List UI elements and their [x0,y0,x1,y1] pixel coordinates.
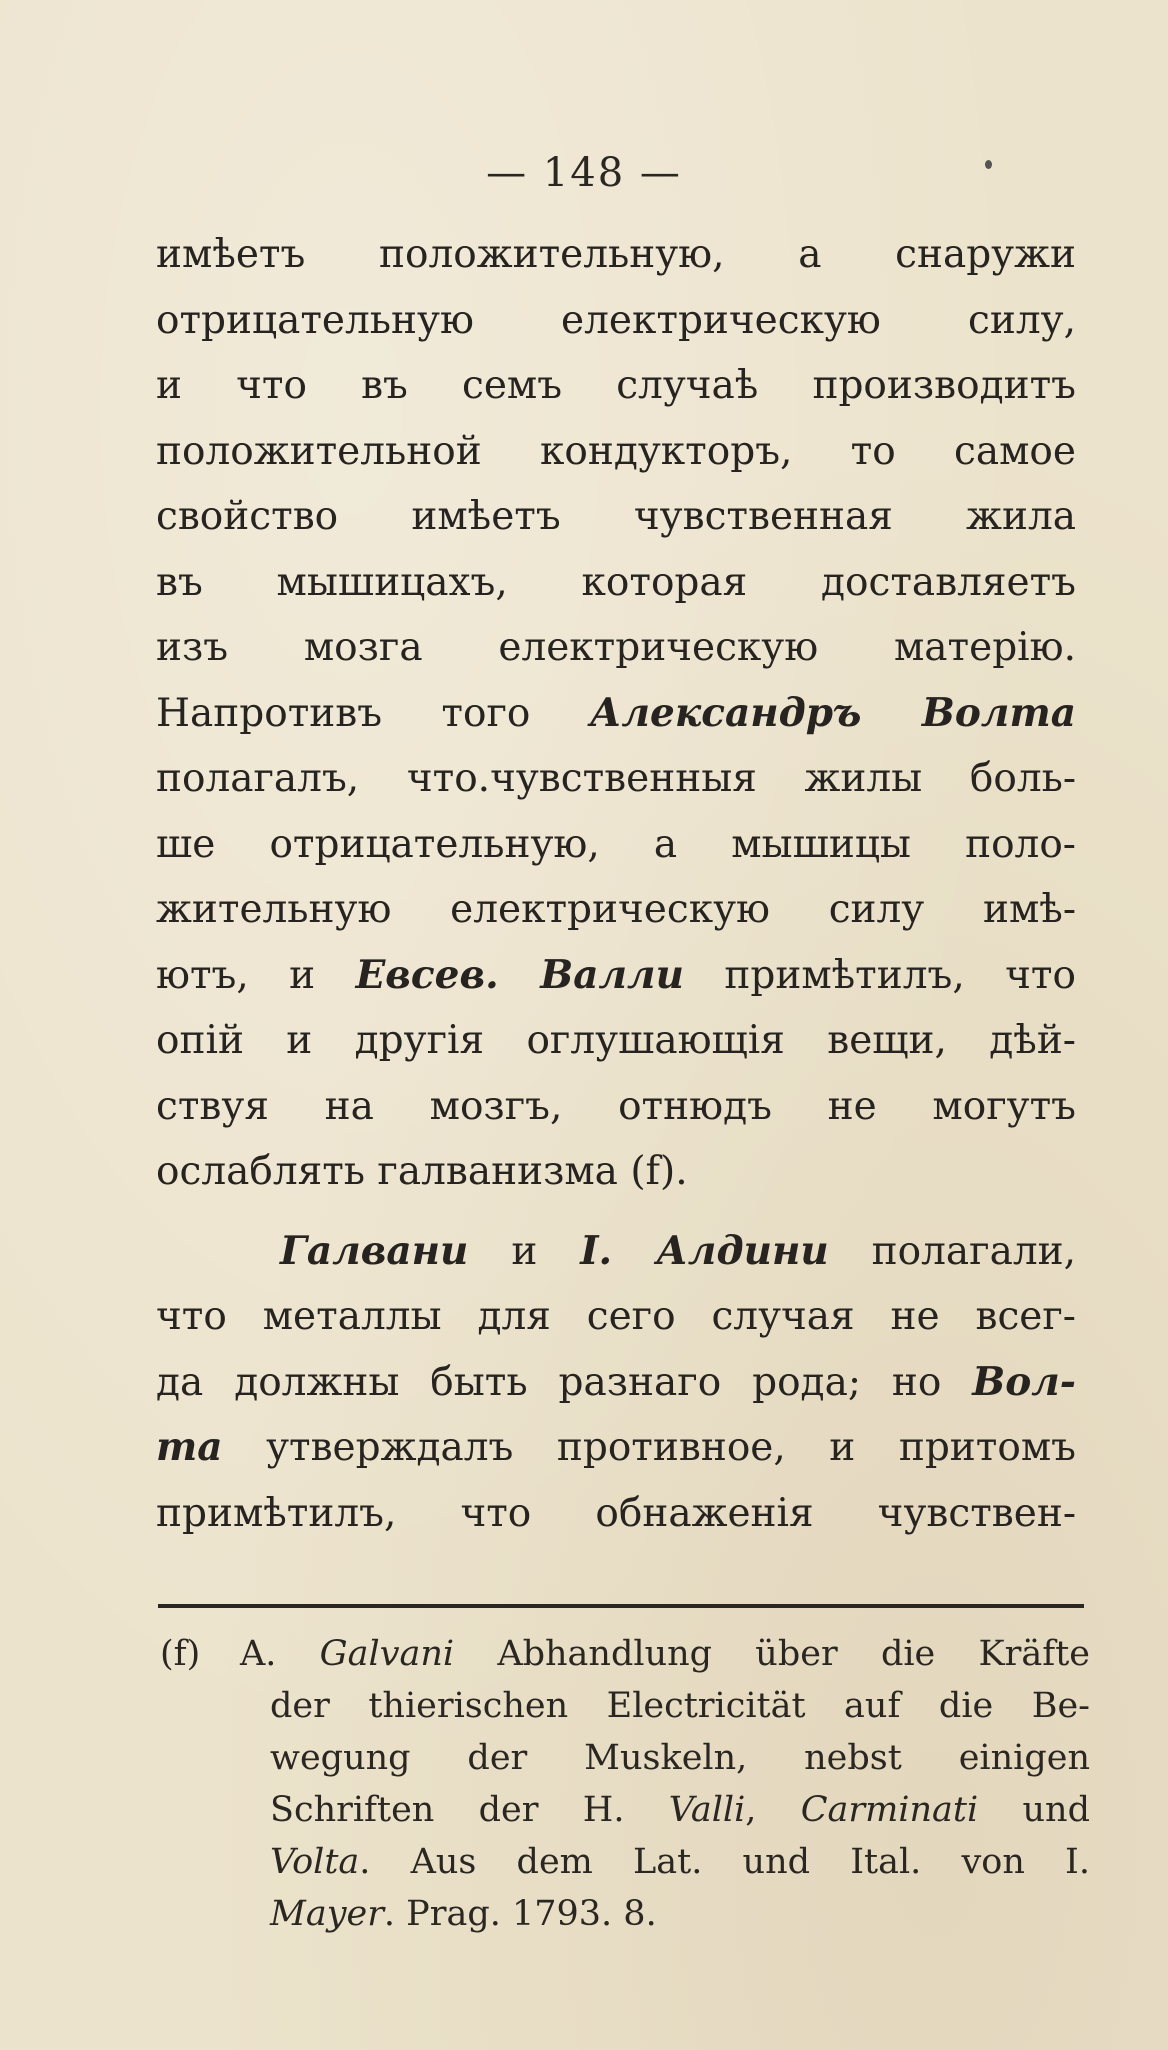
text-run: примѣтилъ, что [683,952,1076,998]
italic-name: Вол- [972,1358,1076,1405]
text-run: да должны быть разнаго рода; но [156,1359,973,1405]
text-run: . Prag. 1793. 8. [383,1894,657,1934]
text-line-4: положительной кондукторъ, то самое [156,428,1076,474]
page-number: — 148 — [486,150,682,196]
footnote-line-3: wegung der Muskeln, nebst einigen [270,1738,1090,1778]
text-line-10: ше отрицательную, а мышицы поло- [156,821,1076,867]
text-line-9: полагалъ, что.чувственныя жилы боль- [156,756,1076,801]
italic-name: Valli [668,1790,746,1830]
italic-name: Александръ Волта [589,689,1076,736]
footnote-line-1 [160,1628,1090,1680]
italic-name: Carminati [800,1790,979,1830]
text-line-12 [156,943,1076,1009]
footnote [160,1628,1090,1940]
italic-name: Volta [270,1842,360,1882]
footnote-marker: (f) [160,1634,201,1674]
text-line-2: отрицательную електрическую силу, [156,297,1076,343]
text-line-15: ослаблять галванизма (f). [156,1149,688,1194]
italic-name: Galvani [319,1634,455,1674]
text-run: , [745,1790,801,1830]
text-run: Abhandlung über die Kräfte [454,1634,1091,1674]
footnote-divider [158,1604,1084,1608]
main-text [156,222,1076,1546]
italic-name: та [156,1424,223,1470]
text-run: A. [240,1634,320,1674]
ink-speck [985,160,992,169]
text-run: ютъ, и [156,952,356,998]
text-run: утверждалъ противное, и притомъ [222,1425,1076,1470]
text-line-19 [156,1415,1076,1481]
text-run: . Aus dem Lat. und Ital. von I. [359,1842,1090,1882]
text-line-6: въ мышицахъ, которая доставляетъ [156,559,1076,605]
text-run: Напротивъ того [156,690,590,736]
text-line-8 [156,681,1076,747]
italic-name: I. Алдини [580,1227,829,1274]
text-line-18 [156,1350,1076,1416]
footnote-line-6 [160,1888,1090,1940]
text-line-17: что металлы для сего случая не всег- [156,1294,1076,1339]
footnote-line-5 [160,1836,1090,1888]
italic-name: Mayer [270,1894,384,1934]
text-line-20: примѣтилъ, что обнаженія чувствен- [156,1490,1076,1536]
text-line-5: свойство имѣетъ чувственная жила [156,494,1076,539]
text-run: Schriften der H. [270,1790,669,1830]
footnote-line-4 [160,1784,1090,1836]
text-line-11: жительную електрическую силу имѣ- [156,887,1076,932]
text-run: полагали, [828,1228,1076,1274]
text-run: и [468,1228,581,1274]
footnote-line-2: der thierischen Electricität auf die Be- [270,1686,1090,1726]
text-line-7: изъ мозга електрическую матерію. [156,625,1076,670]
text-line-16 [156,1219,1076,1285]
text-run: und [978,1790,1090,1830]
italic-name: Галвани [280,1227,469,1274]
text-line-13: опій и другія оглушающія вещи, дѣй- [156,1018,1076,1063]
text-line-14: ствуя на мозгъ, отнюдъ не могутъ [156,1083,1076,1129]
text-line-3: и что въ семъ случаѣ производитъ [156,363,1076,408]
text-line-1: имѣетъ положительную, а снаружи [156,232,1076,277]
italic-name: Евсев. Валли [355,951,684,998]
